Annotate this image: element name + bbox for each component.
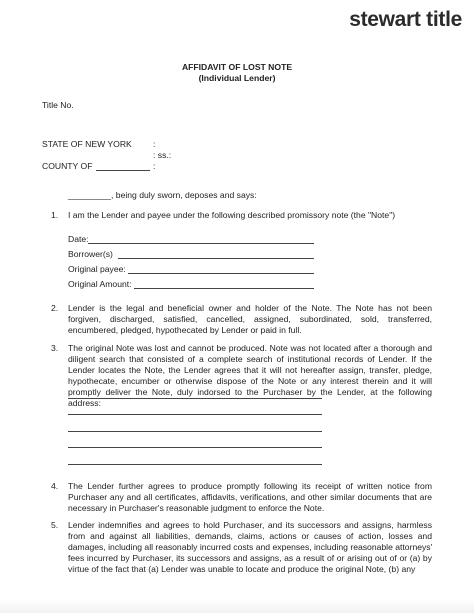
item-3-line: promptly deliver the Note, duly indorsed to the Purchaser by the Lender, at the following: [68, 386, 432, 397]
document-title: AFFIDAVIT OF LOST NOTE: [181, 62, 293, 72]
address-line: [68, 464, 322, 465]
item-3-line: The original Note was lost and cannot be produced. Note was not located after a thorough and: [68, 343, 432, 353]
note-field-payee-label: Original payee:: [68, 264, 126, 274]
note-field-amount-label: Original Amount:: [68, 279, 132, 289]
note-field-amount-line: [134, 288, 314, 289]
venue-colon: :: [153, 139, 156, 149]
item-number: 1.: [51, 210, 59, 220]
item-2-paragraph: [68, 303, 432, 336]
sworn-statement: _________, being duly sworn, deposes and says:: [68, 190, 257, 200]
item-5-paragraph: [68, 520, 432, 575]
address-line: [68, 447, 322, 448]
item-5-line: virtue of the fact that (a) Lender was unable to locate and produce the original Note, (b) any: [68, 563, 416, 574]
document-subtitle: (Individual Lender): [198, 73, 276, 83]
note-field-date-line: [88, 243, 314, 244]
item-4-line: necessary in Purchaser's reasonable judgment to enforce the Note.: [68, 502, 325, 513]
item-3-line: address:: [68, 397, 101, 408]
county-colon: :: [153, 161, 156, 171]
item-3-line: Lender locates the Note, the Lender agrees that it will not hereafter assign, transfer, pledge,: [68, 364, 432, 375]
item-2-line: Lender is the legal and beneficial owner and holder of the Note. The Note has not been: [68, 303, 432, 313]
item-5-line: Lender indemnifies and agrees to hold Purchaser, and its successors and assigns, harmless: [68, 520, 432, 530]
note-field-payee-line: [128, 273, 314, 274]
item-2-line: forgiven, discharged, satisfied, cancelled, assigned, subordinated, sold, transferred,: [68, 313, 432, 324]
address-line: [68, 398, 322, 399]
note-field-borrower-line: [118, 258, 314, 259]
item-3-line: hypothecate, encumber or otherwise dispose of the Note or any interest therein and it will: [68, 375, 432, 386]
stewart-title-logo: stewart title: [349, 8, 462, 31]
item-5-line: from and against all liabilities, demands, claims, actions or causes of action, losses and: [68, 530, 432, 541]
note-field-date-label: Date:: [68, 234, 89, 244]
address-line: [68, 431, 322, 432]
item-5-line: fees incurred by Purchaser, its successors and assigns, as a result of or arising out of or (a) by: [68, 552, 432, 563]
item-4-line: Purchaser any and all certificates, affidavits, verifications, and other similar documents that are: [68, 491, 432, 502]
item-number: 3.: [51, 343, 59, 353]
address-line: [68, 414, 322, 415]
item-4-paragraph: [68, 481, 432, 514]
item-3-line: diligent search that consisted of a complete search of institutional records of Lender. If the: [68, 353, 432, 364]
item-2-line: encumbered, pledged, hypothecated by Lender or paid in full.: [68, 324, 302, 335]
item-number: 4.: [51, 481, 59, 491]
note-field-borrower-label: Borrower(s): [68, 249, 113, 259]
item-number: 5.: [51, 520, 59, 530]
item-1-text: I am the Lender and payee under the following described promissory note (the "Note"): [68, 210, 396, 220]
title-no-label: Title No.: [42, 100, 74, 110]
ss-label: : ss.:: [153, 150, 172, 160]
state-label: STATE OF NEW YORK: [42, 139, 132, 149]
county-label: COUNTY OF: [42, 161, 93, 171]
page-bottom-edge: [0, 599, 474, 613]
county-blank-line: [96, 170, 150, 171]
item-4-line: The Lender further agrees to produce promptly following its receipt of written notice from: [68, 481, 432, 491]
item-number: 2.: [51, 303, 59, 313]
item-5-line: damages, including all reasonably incurred costs and expenses, including reasonable attorneys': [68, 541, 433, 552]
